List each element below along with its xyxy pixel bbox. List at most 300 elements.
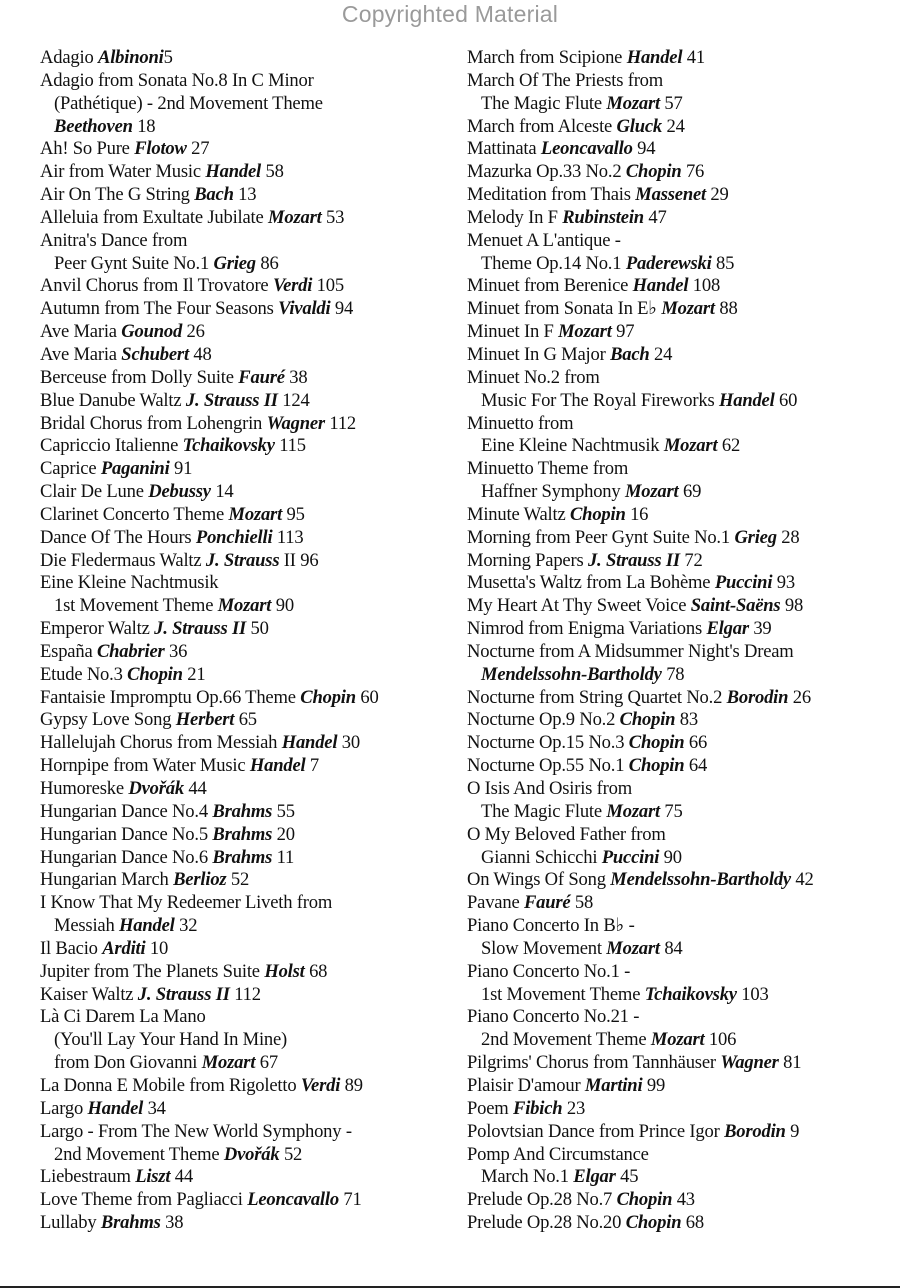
index-entry xyxy=(467,344,887,367)
entry-title: O Isis And Osiris from xyxy=(467,778,633,799)
entry-title: Nocturne from String Quartet No.2 xyxy=(467,686,727,708)
entry-composer: J. Strauss xyxy=(205,549,280,571)
index-entry xyxy=(467,550,887,573)
index-entry xyxy=(467,116,887,139)
entry-composer: Paganini xyxy=(100,458,170,480)
index-entry xyxy=(467,664,887,687)
entry-title: Morning Papers xyxy=(467,549,588,571)
entry-composer: Mozart xyxy=(268,206,322,228)
entry-title: Nimrod from Enigma Variations xyxy=(467,618,707,640)
index-entry xyxy=(40,138,450,161)
entry-page-number: 60 xyxy=(355,686,379,708)
entry-page-number: 47 xyxy=(643,206,667,228)
entry-composer: Mozart xyxy=(606,92,660,114)
index-entry xyxy=(40,778,450,801)
index-entry xyxy=(40,47,450,70)
entry-title: Nocturne Op.9 No.2 xyxy=(467,709,620,731)
entry-composer: Borodin xyxy=(724,1120,786,1142)
entry-composer: Mozart xyxy=(663,435,718,457)
entry-title: Haffner Symphony xyxy=(481,481,625,503)
entry-title: Love Theme from Pagliacci xyxy=(40,1189,248,1211)
entry-page-number: 20 xyxy=(272,823,295,845)
index-entry xyxy=(467,253,887,276)
entry-composer: Handel xyxy=(249,755,306,777)
entry-title: Air On The G String xyxy=(40,184,195,206)
entry-title: March Of The Priests from xyxy=(467,69,664,91)
entry-composer: Brahms xyxy=(212,800,273,822)
entry-composer: Puccini xyxy=(601,846,660,868)
entry-title: Fantaisie Impromptu Op.66 Theme xyxy=(40,686,301,708)
entry-composer: Elgar xyxy=(573,1166,616,1188)
entry-page-number: 38 xyxy=(284,366,308,388)
entry-title: Lullaby xyxy=(40,1212,101,1234)
entry-title: Emperor Waltz xyxy=(40,618,155,640)
entry-title: Il Bacio xyxy=(40,937,103,959)
entry-composer: Mendelssohn-Bartholdy xyxy=(610,869,791,891)
index-entry xyxy=(467,161,887,184)
index-entry xyxy=(40,390,450,413)
entry-page-number: 42 xyxy=(790,869,814,891)
index-entry xyxy=(467,847,887,870)
entry-title: Kaiser Waltz xyxy=(40,983,138,1005)
index-column-right xyxy=(467,47,887,1235)
entry-title: Die Fledermaus Waltz xyxy=(40,549,206,571)
entry-page-number: 10 xyxy=(145,937,169,959)
entry-title: Minuet from Sonata In E♭ xyxy=(467,298,662,320)
entry-title: Caprice xyxy=(40,458,101,480)
entry-page-number: 90 xyxy=(659,846,682,868)
entry-title: Music For The Royal Fireworks xyxy=(481,389,719,411)
entry-title: Adagio from Sonata No.8 In C Minor xyxy=(40,69,314,91)
entry-composer: Bach xyxy=(194,184,234,206)
index-entry xyxy=(40,618,450,641)
entry-composer: Mozart xyxy=(217,595,272,617)
entry-composer: Handel xyxy=(119,915,175,937)
entry-page-number: 94 xyxy=(632,138,656,160)
entry-title: Mazurka Op.33 No.2 xyxy=(467,161,626,183)
entry-title: Blue Danube Waltz xyxy=(40,389,186,411)
entry-composer: Handel xyxy=(632,275,689,297)
index-entry xyxy=(40,732,450,755)
entry-composer: Paderewski xyxy=(625,252,712,274)
entry-page-number: 108 xyxy=(688,275,721,297)
entry-composer: Mendelssohn-Bartholdy xyxy=(481,663,662,685)
entry-title: Là Ci Darem La Mano xyxy=(40,1006,206,1028)
entry-title: Ave Maria xyxy=(40,343,122,365)
index-entry xyxy=(467,47,887,70)
entry-page-number: 26 xyxy=(182,321,205,343)
entry-title: I Know That My Redeemer Liveth from xyxy=(40,892,333,914)
index-entry xyxy=(467,732,887,755)
index-entry xyxy=(40,664,450,687)
entry-composer: Brahms xyxy=(212,823,273,845)
entry-composer: Mozart xyxy=(606,800,660,822)
entry-page-number: 98 xyxy=(780,595,804,617)
entry-page-number: 89 xyxy=(340,1074,363,1096)
entry-page-number: 44 xyxy=(183,778,207,799)
entry-composer: Chopin xyxy=(628,732,685,754)
index-entry xyxy=(467,367,887,390)
entry-composer: Flotow xyxy=(134,138,187,160)
index-entry xyxy=(40,915,450,938)
index-entry xyxy=(40,344,450,367)
entry-title: Pilgrims' Chorus from Tannhäuser xyxy=(467,1052,721,1074)
entry-composer: Mozart xyxy=(606,937,660,959)
entry-composer: Debussy xyxy=(148,481,211,503)
entry-title: Piano Concerto No.1 - xyxy=(467,960,631,982)
index-entry xyxy=(467,321,887,344)
entry-composer: Mozart xyxy=(228,503,283,525)
entry-title: Hallelujah Chorus from Messiah xyxy=(40,732,282,754)
entry-title: Musetta's Waltz from La Bohème xyxy=(467,572,715,594)
entry-title: Alleluia from Exultate Jubilate xyxy=(40,206,269,228)
entry-title: Nocturne Op.55 No.1 xyxy=(467,755,629,777)
entry-page-number: 13 xyxy=(233,184,257,206)
entry-page-number: 86 xyxy=(255,252,279,274)
index-entry xyxy=(467,1052,887,1075)
entry-composer: J. Strauss II xyxy=(185,389,278,411)
index-column-left xyxy=(40,47,450,1235)
entry-page-number: 23 xyxy=(562,1097,586,1119)
index-entry xyxy=(40,458,450,481)
entry-composer: J. Strauss II xyxy=(154,618,247,640)
entry-title: Morning from Peer Gynt Suite No.1 xyxy=(467,526,735,548)
entry-title: Polovtsian Dance from Prince Igor xyxy=(467,1120,725,1142)
entry-page-number: 76 xyxy=(681,161,705,183)
index-entry xyxy=(40,275,450,298)
entry-title: Clarinet Concerto Theme xyxy=(40,503,229,525)
entry-title: Eine Kleine Nachtmusik xyxy=(481,435,664,457)
index-entry xyxy=(467,230,887,253)
entry-title: Hungarian March xyxy=(40,869,174,891)
entry-composer: Chopin xyxy=(127,663,183,685)
entry-page-number: 43 xyxy=(672,1189,695,1211)
index-entry xyxy=(40,70,450,93)
index-entry xyxy=(40,869,450,892)
index-entry xyxy=(40,321,450,344)
index-entry xyxy=(467,458,887,481)
entry-page-number: 48 xyxy=(188,343,212,365)
entry-composer: Rubinstein xyxy=(562,206,644,228)
entry-title: O My Beloved Father from xyxy=(467,823,666,845)
index-entry xyxy=(40,253,450,276)
entry-title: Pavane xyxy=(467,892,524,914)
entry-page-number: 103 xyxy=(736,983,769,1005)
entry-title: The Magic Flute xyxy=(481,92,607,114)
entry-page-number: 115 xyxy=(274,435,306,457)
entry-title: Minuetto from xyxy=(467,412,574,434)
entry-composer: Chopin xyxy=(619,709,676,731)
entry-page-number: 85 xyxy=(711,252,735,274)
entry-title: My Heart At Thy Sweet Voice xyxy=(467,595,691,617)
entry-title: Piano Concerto In B♭ - xyxy=(467,915,635,937)
entry-title: 1st Movement Theme xyxy=(54,595,218,617)
entry-composer: Brahms xyxy=(212,846,273,868)
entry-title: Peer Gynt Suite No.1 xyxy=(54,252,214,274)
entry-composer: Elgar xyxy=(706,618,749,640)
entry-page-number: 24 xyxy=(649,343,673,365)
entry-title: 2nd Movement Theme xyxy=(481,1029,651,1051)
index-entry xyxy=(40,847,450,870)
entry-composer: Berlioz xyxy=(173,869,227,891)
index-entry xyxy=(40,892,450,915)
entry-composer: J. Strauss II xyxy=(587,549,680,571)
entry-composer: Handel xyxy=(626,47,683,68)
entry-page-number: 39 xyxy=(748,618,772,640)
entry-title: Gianni Schicchi xyxy=(481,846,602,868)
entry-composer: Chopin xyxy=(569,503,626,525)
index-entry xyxy=(40,595,450,618)
index-entry xyxy=(40,481,450,504)
index-entry xyxy=(467,70,887,93)
entry-composer: Puccini xyxy=(714,572,773,594)
entry-title: Mattinata xyxy=(467,138,541,160)
entry-page-number: 66 xyxy=(684,732,708,754)
entry-title: Air from Water Music xyxy=(40,161,206,183)
entry-title: Menuet A L'antique - xyxy=(467,229,621,251)
entry-page-number: 36 xyxy=(164,640,188,662)
entry-composer: Chopin xyxy=(300,686,356,708)
entry-page-number: 50 xyxy=(246,618,269,640)
index-entry xyxy=(40,1006,450,1029)
entry-title: Anitra's Dance from xyxy=(40,229,188,251)
entry-page-number: 65 xyxy=(234,709,257,731)
entry-page-number: 44 xyxy=(170,1166,194,1188)
index-entry xyxy=(40,801,450,824)
entry-page-number: 30 xyxy=(337,732,360,754)
index-entry xyxy=(467,1189,887,1212)
entry-composer: Albinoni xyxy=(98,47,164,68)
entry-title: Capriccio Italienne xyxy=(40,435,183,457)
entry-title: Pomp And Circumstance xyxy=(467,1143,649,1165)
entry-title: Dance Of The Hours xyxy=(40,526,196,548)
entry-page-number: 105 xyxy=(312,275,344,297)
entry-page-number: 57 xyxy=(659,92,683,114)
entry-page-number: 18 xyxy=(132,115,156,137)
entry-title: (Pathétique) - 2nd Movement Theme xyxy=(54,92,323,114)
index-entry xyxy=(467,892,887,915)
index-entry xyxy=(467,481,887,504)
index-entry xyxy=(40,230,450,253)
entry-page-number: 16 xyxy=(625,503,649,525)
index-entry xyxy=(40,961,450,984)
entry-title: Etude No.3 xyxy=(40,663,128,685)
entry-title: March from Alceste xyxy=(467,115,617,137)
index-entry xyxy=(40,550,450,573)
index-entry xyxy=(467,824,887,847)
index-entry xyxy=(40,1052,450,1075)
entry-composer: Liszt xyxy=(135,1166,171,1188)
entry-page-number: 5 xyxy=(163,47,173,68)
entry-page-number: 81 xyxy=(778,1052,802,1074)
entry-page-number: 67 xyxy=(255,1052,278,1074)
entry-page-number: 41 xyxy=(682,47,705,68)
entry-page-number: 26 xyxy=(788,686,811,708)
entry-page-number: 106 xyxy=(704,1029,737,1051)
copyright-watermark: Copyrighted Material xyxy=(341,1,559,27)
entry-composer: Bach xyxy=(610,343,650,365)
entry-title: Poem xyxy=(467,1097,514,1119)
entry-page-number: 93 xyxy=(772,572,795,594)
index-entry xyxy=(40,1098,450,1121)
entry-title: Largo - From The New World Symphony - xyxy=(40,1120,352,1142)
index-entry xyxy=(40,1166,450,1189)
entry-page-number: 45 xyxy=(615,1166,639,1188)
index-entry xyxy=(467,1166,887,1189)
index-entry xyxy=(467,298,887,321)
entry-composer: Mozart xyxy=(558,321,612,343)
entry-page-number: 99 xyxy=(642,1074,666,1096)
entry-title: Anvil Chorus from Il Trovatore xyxy=(40,275,273,297)
entry-composer: J. Strauss II xyxy=(137,983,230,1005)
index-entry xyxy=(40,984,450,1007)
entry-composer: Wagner xyxy=(266,412,325,434)
entry-composer: Mozart xyxy=(201,1052,256,1074)
entry-composer: Dvořák xyxy=(128,778,184,799)
entry-composer: Chabrier xyxy=(96,640,165,662)
entry-page-number: 69 xyxy=(678,481,702,503)
entry-composer: Gounod xyxy=(121,321,183,343)
entry-title: March from Scipione xyxy=(467,47,627,68)
entry-title: Hungarian Dance No.6 xyxy=(40,846,213,868)
entry-title: Minuetto Theme from xyxy=(467,458,629,480)
entry-page-number: 68 xyxy=(681,1212,704,1234)
entry-page-number: 91 xyxy=(169,458,193,480)
index-entry xyxy=(40,641,450,664)
entry-page-number: 113 xyxy=(272,526,304,548)
index-entry xyxy=(40,755,450,778)
index-entry xyxy=(467,687,887,710)
entry-title: 2nd Movement Theme xyxy=(54,1143,224,1165)
entry-title: Eine Kleine Nachtmusik xyxy=(40,572,219,594)
index-entry xyxy=(467,207,887,230)
index-entry xyxy=(467,184,887,207)
entry-composer: Leoncavallo xyxy=(247,1189,339,1211)
index-entry xyxy=(467,1121,887,1144)
entry-composer: Grieg xyxy=(734,526,777,548)
entry-page-number: 78 xyxy=(661,663,685,685)
entry-page-number: 52 xyxy=(226,869,250,891)
index-entry xyxy=(40,1212,450,1235)
entry-title: Hungarian Dance No.5 xyxy=(40,823,213,845)
entry-title: Adagio xyxy=(40,47,98,68)
entry-page-number: 24 xyxy=(662,115,685,137)
entry-page-number: 83 xyxy=(675,709,698,731)
entry-composer: Herbert xyxy=(175,709,235,731)
index-entry xyxy=(467,869,887,892)
entry-title: March No.1 xyxy=(481,1166,574,1188)
index-entry xyxy=(40,207,450,230)
index-entry xyxy=(467,1075,887,1098)
index-entry xyxy=(40,527,450,550)
entry-page-number: 88 xyxy=(714,298,738,320)
entry-page-number: II 96 xyxy=(279,549,319,571)
entry-title: Largo xyxy=(40,1097,88,1119)
entry-title: Autumn from The Four Seasons xyxy=(40,298,279,320)
index-entry xyxy=(40,184,450,207)
entry-title: Hungarian Dance No.4 xyxy=(40,800,213,822)
index-entry xyxy=(467,1098,887,1121)
entry-composer: Verdi xyxy=(300,1074,341,1096)
entry-composer: Mozart xyxy=(624,481,679,503)
entry-page-number: 58 xyxy=(261,161,284,183)
entry-title: Liebestraum xyxy=(40,1166,136,1188)
entry-composer: Verdi xyxy=(272,275,313,297)
entry-title: Minuet In G Major xyxy=(467,343,611,365)
entry-composer: Chopin xyxy=(625,1212,682,1234)
entry-title: from Don Giovanni xyxy=(54,1052,202,1074)
index-entry xyxy=(40,116,450,139)
entry-title: La Donna E Mobile from Rigoletto xyxy=(40,1074,301,1096)
entry-title: Theme Op.14 No.1 xyxy=(481,252,626,274)
index-entry xyxy=(40,1189,450,1212)
entry-composer: Mozart xyxy=(661,298,715,320)
entry-title: Minuet from Berenice xyxy=(467,275,633,297)
index-entry xyxy=(40,504,450,527)
entry-title: Messiah xyxy=(54,915,120,937)
index-entry xyxy=(467,595,887,618)
entry-page-number: 62 xyxy=(717,435,741,457)
entry-page-number: 64 xyxy=(684,755,708,777)
entry-title: Piano Concerto No.21 - xyxy=(467,1006,640,1028)
entry-title: Nocturne from A Midsummer Night's Dream xyxy=(467,640,794,662)
entry-composer: Handel xyxy=(87,1097,144,1119)
entry-page-number: 53 xyxy=(321,206,345,228)
entry-title: Melody In F xyxy=(467,206,563,228)
index-entry xyxy=(467,138,887,161)
index-entry xyxy=(467,778,887,801)
entry-composer: Fauré xyxy=(238,366,285,388)
entry-page-number: 28 xyxy=(776,526,800,548)
entry-title: Bridal Chorus from Lohengrin xyxy=(40,412,267,434)
index-entry xyxy=(40,161,450,184)
entry-page-number: 14 xyxy=(210,481,234,503)
entry-title: Jupiter from The Planets Suite xyxy=(40,960,265,982)
entry-composer: Brahms xyxy=(100,1212,161,1234)
entry-composer: Holst xyxy=(264,960,305,982)
entry-composer: Arditi xyxy=(102,937,146,959)
index-entry xyxy=(467,1006,887,1029)
entry-composer: Handel xyxy=(205,161,262,183)
entry-title: Minuet In F xyxy=(467,321,559,343)
index-entry xyxy=(467,641,887,664)
index-entry xyxy=(40,1075,450,1098)
entry-title: Nocturne Op.15 No.3 xyxy=(467,732,629,754)
entry-composer: Tchaikovsky xyxy=(182,435,275,457)
entry-composer: Fibich xyxy=(513,1097,563,1119)
index-entry xyxy=(467,709,887,732)
entry-title: Clair De Lune xyxy=(40,481,149,503)
index-entry xyxy=(467,984,887,1007)
entry-page-number: 32 xyxy=(174,915,198,937)
entry-composer: Chopin xyxy=(616,1189,673,1211)
entry-composer: Mozart xyxy=(650,1029,705,1051)
index-entry xyxy=(40,1029,450,1052)
entry-page-number: 95 xyxy=(282,503,305,525)
index-entry xyxy=(40,709,450,732)
entry-composer: Handel xyxy=(281,732,338,754)
entry-title: The Magic Flute xyxy=(481,800,607,822)
index-entry xyxy=(467,435,887,458)
index-entry xyxy=(467,938,887,961)
entry-composer: Schubert xyxy=(121,343,189,365)
entry-page-number: 55 xyxy=(272,800,295,822)
entry-page-number: 97 xyxy=(611,321,635,343)
entry-title: Slow Movement xyxy=(481,937,607,959)
entry-composer: Dvořák xyxy=(223,1143,280,1165)
entry-composer: Grieg xyxy=(213,252,256,274)
entry-page-number: 52 xyxy=(279,1143,303,1165)
